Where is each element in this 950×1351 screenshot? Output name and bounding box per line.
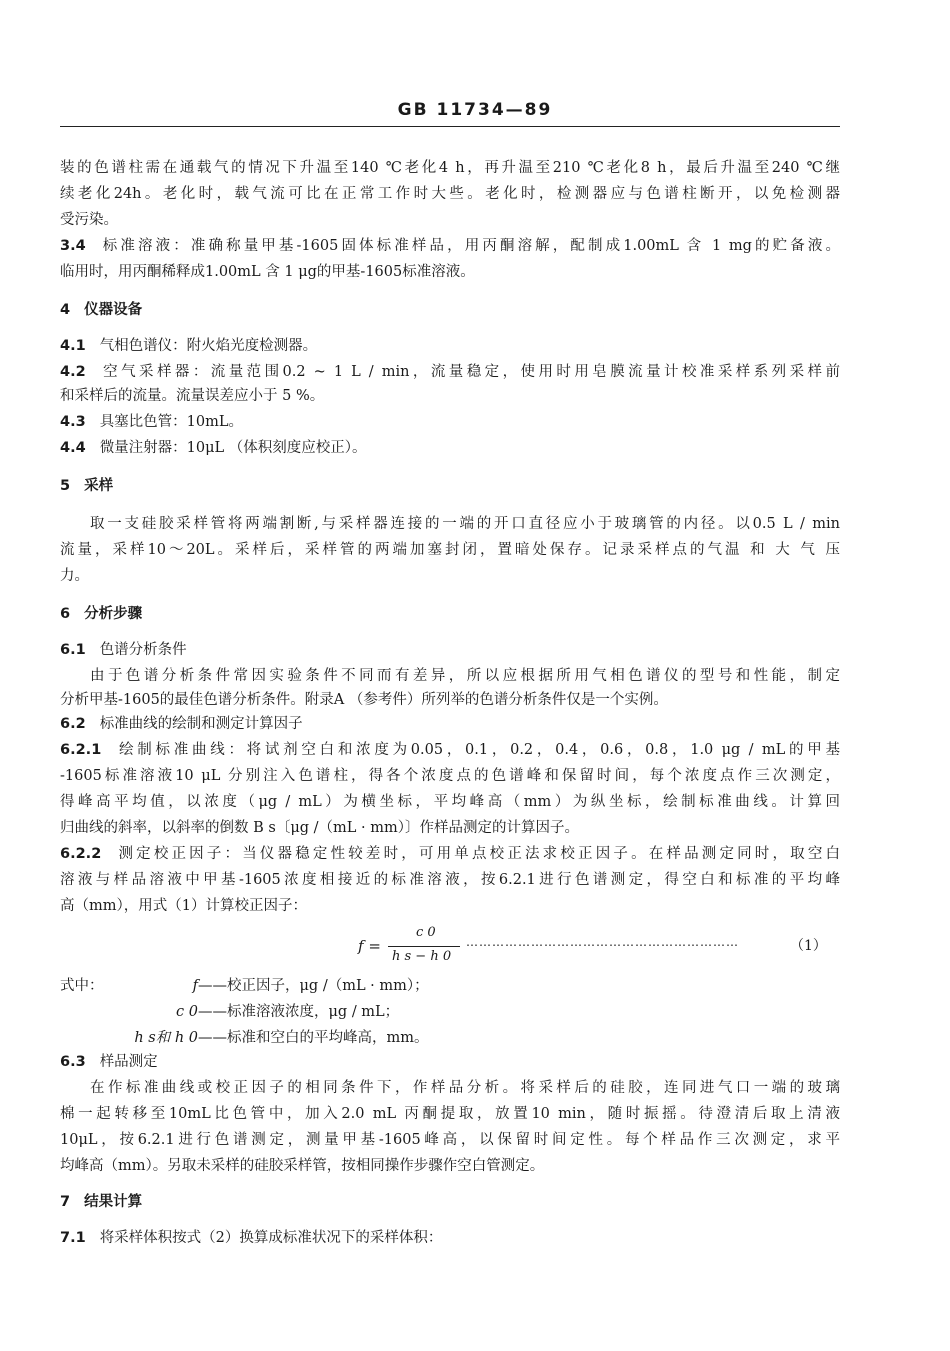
legend-row [100,976,429,996]
paragraph-line: 均峰高（mm）。另取未采样的硅胶采样管，按相同操作步骤作空白管测定。 [60,1158,545,1174]
header-rule [60,126,840,127]
clause-title: 色谱分析条件 [99,642,187,658]
legend-text: ——校正因子，μg /（mL · mm）； [198,978,429,994]
clause-number: 7.1 [60,1230,86,1246]
paragraph-line: 受污染。 [60,212,118,228]
legend-text: ——标准和空白的平均峰高，mm。 [198,1030,429,1046]
fraction-bar [388,946,460,947]
document-header: GB 11734—89 [397,100,553,120]
clause-text: 空气采样器：流量范围0.2 ~ 1 L / min，流量稳定，使用时用皂膜流量计校准采样系列采样前 [99,364,840,380]
legend-symbol: f [192,978,198,994]
clause-number: 4.2 [60,364,86,380]
paragraph-line: 归曲线的斜率，以斜率的倒数 B s〔μg /（mL · mm）〕作样品测定的计算因子。 [60,820,579,836]
section-title: 分析步骤 [84,606,143,622]
clause-title: 样品测定 [99,1054,158,1070]
paragraph-line: 由于色谱分析条件常因实验条件不同而有差异，所以应根据所用气相色谱仪的型号和性能，制定 [90,668,840,684]
section-number: 4 [60,302,71,318]
clause-6-3 [60,1052,840,1072]
formula-numerator: c 0 [416,925,436,940]
legend-row [100,1028,429,1048]
paragraph-line: 流量，采样10～20L。采样后，采样管的两端加塞封闭，置暗处保存。记录采样点的气温 和 大 气 压 [60,542,840,558]
clause-7-1 [60,1228,840,1248]
clause-6-2-1 [60,740,840,760]
equation-number: （1） [790,938,827,954]
clause-6-2 [60,714,840,734]
paragraph-line: 棉一起转移至10mL比色管中，加入2.0 mL 丙酮提取，放置10 min，随时振摇。待澄清后取上清液 [60,1106,840,1122]
clause-number: 6.2 [60,716,86,732]
section-heading-4 [60,300,840,320]
clause-text: 气相色谱仪：附火焰光度检测器。 [99,338,318,354]
clause-4-4 [60,438,840,458]
clause-3-4 [60,236,840,256]
clause-number: 4.1 [60,338,86,354]
clause-number: 4.4 [60,440,86,456]
clause-text: 测定校正因子：当仪器稳定性较差时，可用单点校正法求校正因子。在样品测定同时，取空白 [115,846,840,862]
section-title: 采样 [84,478,114,494]
paragraph-line: 高（mm），用式（1）计算校正因子： [60,898,307,914]
clause-text: 将采样体积按式（2）换算成标准状况下的采样体积： [99,1230,443,1246]
clause-4-3 [60,412,840,432]
clause-text: 绘制标准曲线：将试剂空白和浓度为0.05，0.1，0.2，0.4，0.6，0.8，1.0 μg / mL的甲基 [115,742,840,758]
section-title: 仪器设备 [84,302,143,318]
paragraph-line: 取一支硅胶采样管将两端割断,与采样器连接的一端的开口直径应小于玻璃管的内径。以0.5 L / min [90,516,840,532]
legend-label: 式中： [60,978,104,994]
section-number: 7 [60,1194,71,1210]
paragraph-line: 力。 [60,568,89,584]
paragraph-line: 临用时，用丙酮稀释成1.00mL 含 1 μg的甲基-1605标准溶液。 [60,264,475,280]
paragraph-line: 溶液与样品溶液中甲基-1605浓度相接近的标准溶液，按6.2.1进行色谱测定，得空白和标准的平均峰 [60,872,840,888]
clause-title: 标准曲线的绘制和测定计算因子 [99,716,303,732]
clause-6-1 [60,640,840,660]
clause-number: 4.3 [60,414,86,430]
clause-text: 标准溶液：准确称量甲基-1605固体标准样品，用丙酮溶解，配制成1.00mL 含 1 mg的贮备液。 [99,238,840,254]
paragraph-line: 续老化24h。老化时，载气流可比在正常工作时大些。老化时，检测器应与色谱柱断开，以免检测器 [60,186,840,202]
formula-lhs: f = [358,937,381,955]
legend-symbol: c 0 [176,1004,198,1020]
section-number: 6 [60,606,71,622]
section-title: 结果计算 [84,1194,143,1210]
legend-symbol: h s和 h 0 [134,1030,198,1046]
paragraph-line: 10μL，按6.2.1进行色谱测定，测量甲基-1605峰高，以保留时间定性。每个样品作三次测定，求平 [60,1132,840,1148]
legend-row [100,1002,399,1022]
paragraph-line: 和采样后的流量。流量误差应小于 5 %。 [60,388,325,404]
paragraph-line: 得峰高平均值，以浓度（μg / mL）为横坐标，平均峰高（mm）为纵坐标，绘制标准曲线。计算回 [60,794,840,810]
section-heading-6 [60,604,840,624]
legend-text: ——标准溶液浓度，μg / mL； [198,1004,400,1020]
clause-6-2-2 [60,844,840,864]
paragraph-line: 在作标准曲线或校正因子的相同条件下，作样品分析。将采样后的硅胶，连同进气口一端的玻璃 [90,1080,840,1096]
clause-number: 6.2.2 [60,846,102,862]
leader-dots: ……………………………………………………… [466,935,739,949]
clause-text: 具塞比色管：10mL。 [99,414,244,430]
section-number: 5 [60,478,71,494]
clause-4-1 [60,336,840,356]
paragraph-line: 分析甲基-1605的最佳色谱分析条件。附录A （参考件）所列举的色谱分析条件仅是一个实例。 [60,692,668,708]
paragraph-line: -1605标准溶液10 μL 分别注入色谱柱，得各个浓度点的色谱峰和保留时间，每个浓度点作三次测定， [60,768,840,784]
section-heading-7 [60,1192,840,1212]
clause-number: 6.1 [60,642,86,658]
clause-number: 6.2.1 [60,742,102,758]
formula-denominator: h s − h 0 [392,949,452,964]
clause-number: 3.4 [60,238,86,254]
clause-4-2 [60,362,840,382]
paragraph-line: 装的色谱柱需在通载气的情况下升温至140 ℃老化4 h，再升温至210 ℃老化8 h，最后升温至240 ℃继 [60,160,840,176]
clause-text: 微量注射器：10μL （体积刻度应校正）。 [99,440,367,456]
section-heading-5 [60,476,840,496]
clause-number: 6.3 [60,1054,86,1070]
formula-1 [358,925,840,971]
